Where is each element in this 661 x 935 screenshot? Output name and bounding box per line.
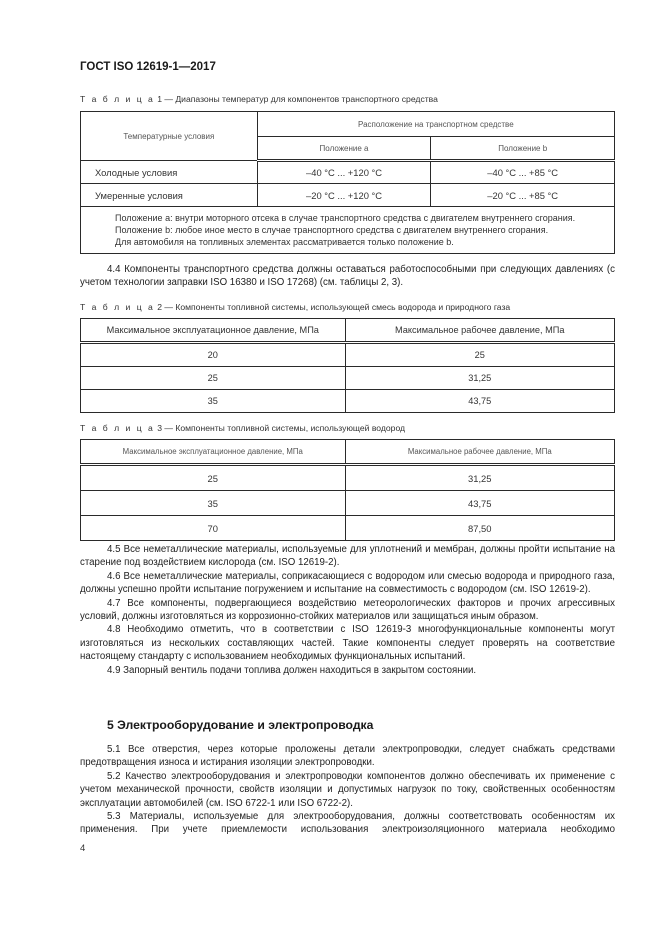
table2-cell-working: 25 xyxy=(345,343,614,367)
table-temperature-ranges xyxy=(80,111,615,254)
table2-header-service-pressure: Максимальное эксплуатационное давление, МПа xyxy=(81,319,346,343)
table3-cell-service: 35 xyxy=(81,491,346,516)
paragraph-4-7: 4.7 Все компоненты, подвергающиеся воздействию метеорологических факторов и прочих агрессивных условий, должны изготовляться из коррозионно-стойких материалов или защищаться иным образом. xyxy=(80,597,615,623)
table1-notes xyxy=(81,207,615,254)
table3-cell-working: 87,50 xyxy=(345,516,614,541)
table2-caption xyxy=(80,302,510,312)
table3-cell-working: 43,75 xyxy=(345,491,614,516)
table3-header-service-pressure: Максимальное эксплуатационное давление, МПа xyxy=(81,440,346,465)
table-row xyxy=(81,161,615,184)
paragraph-5-1: 5.1 Все отверстия, через которые проложены детали электропроводки, следует снабжать средствами предотвращения износа и истирания изоляции электропроводки. xyxy=(80,744,615,769)
paragraph-4-6: 4.6 Все неметаллические материалы, соприкасающиеся с водородом или смесью водорода и природного газа, должны успешно пройти испытание погружением и испытание на совместимость с водородом (см. ISO 12619-2). xyxy=(80,570,615,596)
table3-header-working-pressure: Максимальное рабочее давление, МПа xyxy=(345,440,614,465)
table-row xyxy=(81,491,615,516)
table1-cell-pos-b: –40 °C ... +85 °C xyxy=(431,161,615,184)
paragraph-5-3: 5.3 Материалы, используемые для электрооборудования, должны соответствовать особенностям их применения. При учете приемлемости использования электроизоляционного материала необходимо xyxy=(80,811,615,836)
table-row xyxy=(81,465,615,491)
table-row xyxy=(81,390,615,413)
table-row xyxy=(81,516,615,541)
paragraph-4-8: 4.8 Необходимо отметить, что в соответствии с ISO 12619-3 многофункциональные компоненты могут изготовляться из нескольких составляющих частей. Такие компоненты следует проверять на соответствие настоящему стандарту с использованием необходимых функциональных испытаний. xyxy=(80,624,615,663)
table2-cell-service: 20 xyxy=(81,343,346,367)
paragraph-5-2: 5.2 Качество электрооборудования и электропроводки компонентов должно обеспечивать их применение с учетом механической прочности, свойств изоляции и допустимых нагрузок по току, свойственных особенностям эксплуатации автомобилей (см. ISO 6722-1 или ISO 6722-2). xyxy=(80,770,615,809)
table2-cell-working: 31,25 xyxy=(345,367,614,390)
table1-caption-prefix: Т а б л и ц а xyxy=(80,94,155,104)
table1-cell-pos-b: –20 °C ... +85 °C xyxy=(431,184,615,207)
table1-header-position-a: Положение a xyxy=(257,137,431,161)
paragraph-4-4-text: 4.4 Компоненты транспортного средства должны оставаться работоспособными при следующих давлениях (с учетом технологии заправки ISO 16380 и ISO 17268) (см. таблицы 2, 3). xyxy=(80,264,615,289)
table-hydrogen-pressures xyxy=(80,439,615,541)
table1-header-location: Расположение на транспортном средстве xyxy=(257,112,614,137)
table1-caption-text: 1 — Диапазоны температур для компонентов транспортного средства xyxy=(157,94,438,104)
table2-header-working-pressure: Максимальное рабочее давление, МПа xyxy=(345,319,614,343)
table1-header-conditions: Температурные условия xyxy=(81,112,258,161)
paragraph-4-4 xyxy=(80,263,615,290)
table2-caption-prefix: Т а б л и ц а xyxy=(80,302,155,312)
table3-caption xyxy=(80,423,405,433)
table1-note-fuel-cell: Для автомобиля на топливных элементах рассматривается только положение b. xyxy=(115,237,454,247)
paragraph-4-5: 4.5 Все неметаллические материалы, используемые для уплотнений и мембран, должны пройти испытание на старение под воздействием кислорода (см. ISO 12619-2). xyxy=(80,544,615,569)
table3-caption-prefix: Т а б л и ц а xyxy=(80,423,155,433)
table-row xyxy=(81,184,615,207)
section-5-heading: 5 Электрооборудование и электропроводка xyxy=(107,718,374,732)
page-number: 4 xyxy=(80,843,86,854)
table1-cell-condition: Холодные условия xyxy=(81,161,258,184)
table-row xyxy=(81,367,615,390)
table-hcng-pressures xyxy=(80,318,615,413)
table-row xyxy=(81,343,615,367)
table3-cell-service: 70 xyxy=(81,516,346,541)
table2-caption-text: 2 — Компоненты топливной системы, использующей смесь водорода и природного газа xyxy=(157,302,511,312)
table1-cell-pos-a: –20 °C ... +120 °C xyxy=(257,184,431,207)
table2-cell-service: 35 xyxy=(81,390,346,413)
table3-cell-working: 31,25 xyxy=(345,465,614,491)
paragraphs-section-5 xyxy=(80,743,615,837)
table1-note-position-a: Положение a: внутри моторного отсека в случае транспортного средства с двигателем внутреннего сгорания. xyxy=(115,213,576,223)
document-id-header: ГОСТ ISO 12619-1—2017 xyxy=(80,61,216,73)
table1-note-position-b: Положение b: любое иное место в случае транспортного средства с двигателем внутреннего сгорания. xyxy=(115,225,549,235)
paragraph-4-9: 4.9 Запорный вентиль подачи топлива должен находиться в закрытом состоянии. xyxy=(107,664,477,676)
table2-cell-service: 25 xyxy=(81,367,346,390)
table1-cell-pos-a: –40 °C ... +120 °C xyxy=(257,161,431,184)
table1-caption xyxy=(80,94,438,104)
table1-header-position-b: Положение b xyxy=(431,137,615,161)
paragraphs-section-4 xyxy=(80,543,615,677)
table3-cell-service: 25 xyxy=(81,465,346,491)
table2-cell-working: 43,75 xyxy=(345,390,614,413)
table1-cell-condition: Умеренные условия xyxy=(81,184,258,207)
table3-caption-text: 3 — Компоненты топливной системы, использующей водород xyxy=(157,423,406,433)
